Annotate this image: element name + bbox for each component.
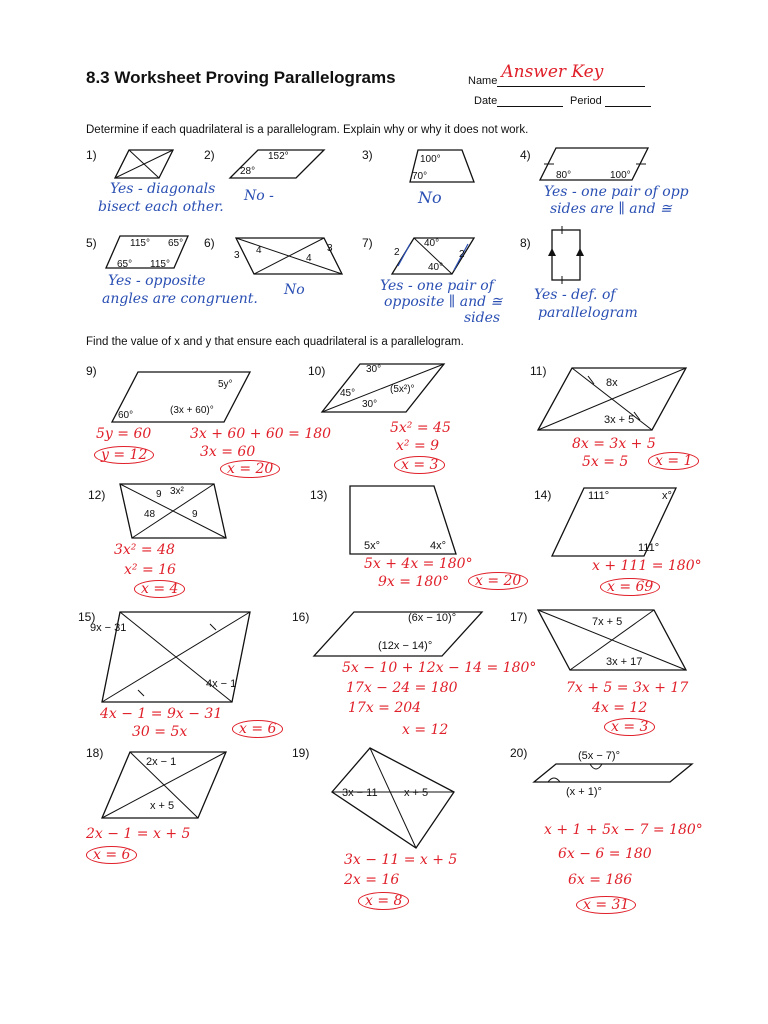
period-label: Period [570,95,602,107]
problem-20-work-1: x + 1 + 5x − 7 = 180° [544,822,703,838]
problem-19-number: 19) [292,746,310,760]
problem-5-answer: Yes - opposite angles are congruent. [102,273,258,307]
page-title: 8.3 Worksheet Proving Parallelograms [86,68,396,87]
problem-14-answer: x = 69 [600,578,660,596]
problem-19-work-2: 2x = 16 [344,872,400,888]
problem-9-label-5y: 5y° [218,379,233,390]
problem-18-label-x5: x + 5 [150,800,175,812]
problem-11-work-2: 5x = 5 [582,454,629,470]
problem-5-label-115a: 115° [130,238,150,249]
problem-3-number: 3) [362,148,373,162]
problem-17-work-1: 7x + 5 = 3x + 17 [566,680,689,696]
problem-5-number: 5) [86,236,97,250]
problem-5-label-65a: 65° [168,238,184,249]
problem-4-number: 4) [520,148,531,162]
problem-5-label-65b: 65° [117,259,133,270]
problem-8-answer: Yes - def. of parallelogram [534,287,638,321]
problem-15-number: 15) [78,610,96,624]
problem-10-label-45: 45° [340,388,356,399]
name-label: Name [468,75,498,87]
problem-20-figure [534,762,694,786]
problem-20-label-5x7: (5x − 7)° [578,750,620,762]
problem-13-label-4x: 4x° [430,540,447,552]
problem-15-label-9x31: 9x − 31 [90,622,127,634]
problem-6-label-3b: 3 [327,243,333,254]
problem-9-number: 9) [86,364,97,378]
problem-16-work-1: 5x − 10 + 12x − 14 = 180° [342,660,537,676]
problem-6-label-4a: 4 [256,245,262,256]
problem-20-answer: x = 31 [576,896,636,914]
problem-17-label-7x5: 7x + 5 [592,616,623,628]
problem-12-work-1: 3x² = 48 [114,542,175,558]
problem-9-work-2: 3x + 60 + 60 = 180 [190,426,332,442]
problem-12-label-9b: 9 [192,509,198,520]
name-value: Answer Key [501,62,604,82]
problem-18-number: 18) [86,746,104,760]
problem-10-label-30b: 30° [362,399,378,410]
problem-9-work-3: 3x = 60 [200,444,256,460]
problem-2-label-152: 152° [268,151,289,162]
problem-20-work-3: 6x = 186 [568,872,633,888]
problem-1-answer: Yes - diagonals bisect each other. [98,181,224,215]
problem-14-number: 14) [534,488,552,502]
problem-19-label-x5: x + 5 [404,787,429,799]
problem-2-answer: No - [244,188,274,204]
problem-2-label-28: 28° [240,166,256,177]
problem-1-number: 1) [86,148,97,162]
problem-10-work-2: x² = 9 [396,438,440,454]
problem-8-number: 8) [520,236,531,250]
date-field [474,94,563,107]
problem-3-answer: No [418,188,442,207]
problem-6-figure [232,236,344,276]
problem-13-work-2: 9x = 180° [378,574,450,590]
problem-13-answer: x = 20 [468,572,528,590]
problem-2-number: 2) [204,148,215,162]
problem-3-label-70: 70° [412,171,428,182]
problem-7-number: 7) [362,236,373,250]
instructions-part2: Find the value of x and y that ensure each quadrilateral is a parallelogram. [86,336,464,348]
problem-16-work-3: 17x = 204 [348,700,422,716]
problem-20-number: 20) [510,746,528,760]
problem-18-work-1: 2x − 1 = x + 5 [86,826,191,842]
problem-19-label-3x11: 3x − 11 [342,787,378,799]
problem-13-work-1: 5x + 4x = 180° [364,556,473,572]
problem-8-figure [548,228,584,282]
problem-12-label-3x2: 3x² [170,486,184,497]
problem-10-label-5x2: (5x²)° [390,384,415,395]
problem-15-work-1: 4x − 1 = 9x − 31 [100,706,223,722]
problem-4-label-80: 80° [556,170,572,181]
problem-14-label-111a: 111° [588,490,610,502]
problem-1-figure [115,146,175,182]
problem-11-number: 11) [530,364,547,378]
problem-18-label-2x1: 2x − 1 [146,756,177,768]
problem-9-answer-y: y = 12 [94,446,154,464]
problem-3-label-100: 100° [420,154,441,165]
problem-6-answer: No [284,282,305,298]
problem-4-label-100: 100° [610,170,631,181]
problem-11-work-1: 8x = 3x + 5 [572,436,656,452]
problem-11-answer: x = 1 [648,452,699,470]
problem-11-label-8x: 8x [606,377,618,389]
problem-10-number: 10) [308,364,326,378]
problem-20-label-x1: (x + 1)° [566,786,602,798]
period-field [570,94,651,107]
problem-17-answer: x = 3 [604,718,655,736]
problem-12-label-9a: 9 [156,489,162,500]
problem-9-answer-x: x = 20 [220,460,280,478]
problem-14-work-1: x + 111 = 180° [592,558,702,574]
problem-7-label-2a: 2 [394,247,400,258]
instructions-part1: Determine if each quadrilateral is a parallelogram. Explain why or why it does not work. [86,124,529,136]
problem-10-answer: x = 3 [394,456,445,474]
problem-13-number: 13) [310,488,328,502]
problem-6-label-3a: 3 [234,250,240,261]
problem-14-label-111b: 111° [638,542,660,554]
problem-10-label-30a: 30° [366,364,382,375]
problem-15-label-4x1: 4x − 1 [206,678,237,690]
problem-9-work-1: 5y = 60 [96,426,152,442]
problem-16-number: 16) [292,610,310,624]
problem-17-work-2: 4x = 12 [592,700,648,716]
date-label: Date [474,95,498,107]
problem-10-work-1: 5x² = 45 [390,420,451,436]
problem-9-label-60: 60° [118,410,134,421]
problem-13-label-5x: 5x° [364,540,381,552]
problem-5-label-115b: 115° [150,259,170,270]
problem-19-answer: x = 8 [358,892,409,910]
problem-16-label-6x10: (6x − 10)° [408,612,457,624]
problem-14-label-x: x° [662,490,672,502]
problem-12-number: 12) [88,488,106,502]
problem-7-label-40b: 40° [428,262,444,273]
problem-7-label-2b: 2 [459,249,465,260]
problem-18-answer: x = 6 [86,846,137,864]
problem-12-label-48: 48 [144,509,156,520]
problem-12-answer: x = 4 [134,580,185,598]
problem-16-work-4: x = 12 [402,722,449,738]
problem-17-number: 17) [510,610,528,624]
problem-7-answer: Yes - one pair of opposite ∥ and ≅ sides [380,278,503,326]
problem-7-label-40a: 40° [424,238,440,249]
problem-16-label-12x14: (12x − 14)° [378,640,433,652]
problem-15-answer: x = 6 [232,720,283,738]
problem-11-label-3x5: 3x + 5 [604,414,635,426]
problem-16-work-2: 17x − 24 = 180 [346,680,458,696]
problem-6-label-4b: 4 [306,253,312,264]
problem-12-work-2: x² = 16 [124,562,176,578]
problem-6-number: 6) [204,236,215,250]
name-field [468,62,645,87]
problem-19-work-1: 3x − 11 = x + 5 [344,852,458,868]
problem-15-work-2: 30 = 5x [132,724,188,740]
problem-4-answer: Yes - one pair of opp sides are ∥ and ≅ [544,184,689,217]
problem-9-label-3x60: (3x + 60)° [170,405,214,416]
problem-17-label-3x17: 3x + 17 [606,656,643,668]
problem-20-work-2: 6x − 6 = 180 [558,846,652,862]
